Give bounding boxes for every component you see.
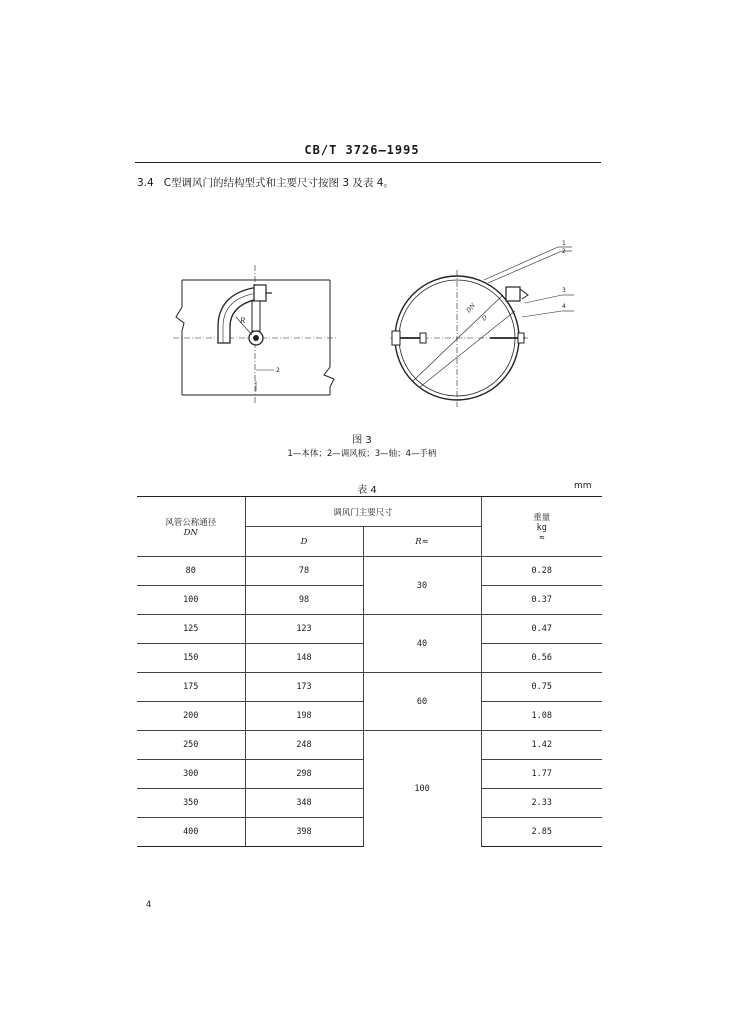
cell-mass: 1.42 — [481, 731, 602, 760]
figure-title: 图 3 — [352, 435, 372, 446]
callout-4: 4 — [562, 303, 566, 310]
table-row — [137, 557, 602, 586]
table-row — [137, 731, 602, 760]
header-r: R≈ — [363, 527, 481, 557]
cell-mass: 2.33 — [481, 789, 602, 818]
table-row — [137, 615, 602, 644]
header-dn-label: 风管公称通径 — [165, 517, 217, 528]
cell-mass: 1.77 — [481, 760, 602, 789]
callout-r: R — [240, 317, 246, 325]
section-text: C型调风门的结构型式和主要尺寸按图 3 及表 4。 — [163, 177, 394, 189]
cell-r: 60 — [363, 673, 481, 731]
table-unit: mm — [574, 481, 592, 491]
cell-mass: 0.56 — [481, 644, 602, 673]
cell-d: 148 — [245, 644, 363, 673]
cell-r: 30 — [363, 557, 481, 615]
standard-header: CB/T 3726—1995 — [304, 143, 420, 157]
cell-dn: 175 — [137, 673, 245, 702]
cell-d: 173 — [245, 673, 363, 702]
figure-legend: 1—本体；2—调风板；3—轴；4—手柄 — [287, 449, 437, 459]
front-view — [390, 240, 574, 407]
page-number: 4 — [146, 900, 152, 910]
callout-3: 3 — [562, 287, 566, 294]
cell-dn: 100 — [137, 586, 245, 615]
section-number: 3.4 — [137, 177, 154, 189]
header-rule — [135, 162, 601, 163]
cell-dn: 80 — [137, 557, 245, 586]
cell-mass: 0.47 — [481, 615, 602, 644]
cell-mass: 1.08 — [481, 702, 602, 731]
cell-mass: 0.75 — [481, 673, 602, 702]
cell-d: 248 — [245, 731, 363, 760]
cell-r: 40 — [363, 615, 481, 673]
cell-d: 398 — [245, 818, 363, 847]
cell-r: 100 — [363, 731, 481, 847]
cell-dn: 400 — [137, 818, 245, 847]
callout-d: D — [480, 314, 489, 323]
callout-dn: DN — [465, 302, 478, 315]
header-main-dims: 调风门主要尺寸 — [245, 497, 481, 527]
header-dn — [137, 497, 245, 557]
header-d: D — [245, 527, 363, 557]
cell-d: 123 — [245, 615, 363, 644]
header-dn-symbol: DN — [183, 527, 198, 538]
header-mass-unit: kg — [536, 522, 547, 533]
cell-d: 98 — [245, 586, 363, 615]
section-paragraph — [137, 175, 394, 190]
cell-dn: 300 — [137, 760, 245, 789]
cell-mass: 0.37 — [481, 586, 602, 615]
cell-dn: 350 — [137, 789, 245, 818]
table-title: 表 4 — [357, 485, 377, 496]
cell-dn: 250 — [137, 731, 245, 760]
header-mass-label: 重量 — [533, 512, 551, 523]
cell-dn: 125 — [137, 615, 245, 644]
cell-d: 298 — [245, 760, 363, 789]
callout-2: 2 — [562, 248, 566, 255]
cell-d: 348 — [245, 789, 363, 818]
figure-3-drawing — [170, 240, 580, 415]
cell-mass: 0.28 — [481, 557, 602, 586]
cell-mass: 2.85 — [481, 818, 602, 847]
callout-1: 1 — [562, 240, 566, 247]
cell-dn: 150 — [137, 644, 245, 673]
header-mass-approx: ≈ — [539, 532, 545, 543]
table-row — [137, 673, 602, 702]
cell-dn: 200 — [137, 702, 245, 731]
cell-d: 78 — [245, 557, 363, 586]
header-mass — [481, 497, 602, 557]
cell-d: 198 — [245, 702, 363, 731]
side-view — [173, 265, 338, 405]
callout-2-side: 2 — [276, 367, 280, 374]
dimensions-table — [137, 496, 602, 847]
